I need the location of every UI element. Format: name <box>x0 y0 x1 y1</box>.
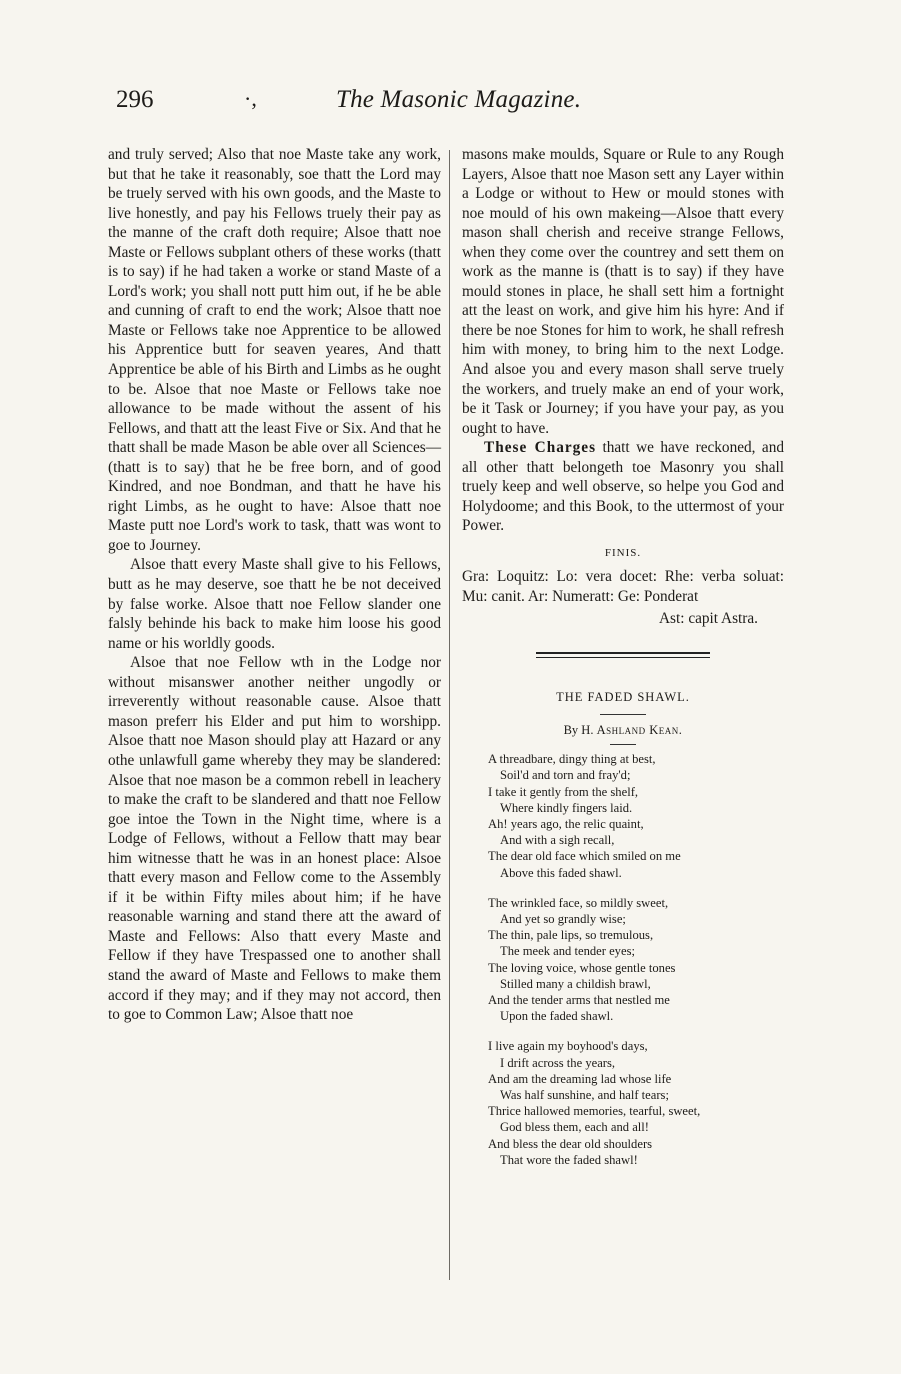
poem-line: And bless the dear old shoulders <box>488 1136 653 1151</box>
page-number: 296 <box>116 86 154 113</box>
printer-mark: ·, <box>244 86 257 111</box>
byline-prefix: By H. <box>563 722 594 737</box>
poem-line: And yet so grandly wise; <box>500 912 626 927</box>
left-column <box>108 145 441 1025</box>
poem-body <box>462 751 784 1168</box>
poem-line: The dear old face which smiled on me <box>488 849 681 864</box>
poem-line: Stilled many a childish brawl, <box>500 976 651 991</box>
poem-line: The wrinkled face, so mildly sweet, <box>488 895 669 910</box>
gra-line: Gra: Loquitz: Lo: vera docet: Rhe: verba soluat: Mu: canit. Ar: Numeratt: Ge: Ponderat <box>462 568 784 606</box>
astra-line: Ast: capit Astra. <box>659 609 758 627</box>
charges-text: thatt we have reckoned, and all other thatt belongeth toe Masonry you shall truely keep and well observe, so helpe you God and Holydoome; and this Book, to the uttermost of your Power. <box>462 439 784 535</box>
poem-line: Soil'd and torn and fray'd; <box>500 768 631 783</box>
magazine-title: The Masonic Magazine. <box>336 86 582 113</box>
poem-line: Above this faded shawl. <box>500 865 622 880</box>
paragraph: Alsoe that noe Fellow wth in the Lodge nor without misanswer another neither ungodly or irreverently without reasonable cause. Alsoe thatt mason preferr his Elder and put him to worshipp. Alsoe thatt noe Mason should play att Hazard or any othe unlawfull game whereby they may be slandered: Alsoe that noe mason be a common rebell in leachery to make the craft to be slandered and thatt noe Fellow goe intoe the Town in the Night time, where is a Lodge of Fellows, without a Fellow thatt may bear him witnesse thatt he was in an honest place: Alsoe thatt every mason and Fellow come to the Assembly if it be within Fifty miles about him; if he have reasonable warning and stand there att the award of Maste and Fellows: Also thatt every Maste and Fellow if they have Trespassed one to another shall stand the award of Maste and Fellows to make them accord if they may; and if they may not accord, then to goe to Common Law; Alsoe thatt noe <box>108 654 441 1024</box>
poem-line: And with a sigh recall, <box>500 833 615 848</box>
page-header <box>0 86 901 126</box>
poem-line: Where kindly fingers laid. <box>500 800 633 815</box>
section-divider <box>536 652 710 658</box>
poem-line: The thin, pale lips, so tremulous, <box>488 928 654 943</box>
poem-line: I live again my boyhood's days, <box>488 1039 648 1054</box>
finis-label: FINIS. <box>604 546 642 559</box>
paragraph: Alsoe thatt every Maste shall give to his Fellows, butt as he may deserve, soe thatt he be not deceived by false worke. Alsoe thatt noe Fellow slander one falsly behinde his back to make him loose his good name or his worldly goods. <box>108 556 441 652</box>
title-rule <box>600 714 646 715</box>
poem-byline <box>462 721 784 741</box>
poem-line: Upon the faded shawl. <box>500 1009 614 1024</box>
charges-heading: These Charges <box>484 439 597 457</box>
poem-line: Thrice hallowed memories, tearful, sweet, <box>488 1104 701 1119</box>
poem-line: And am the dreaming lad whose life <box>488 1071 672 1086</box>
poem-stanza <box>488 895 784 1025</box>
byline-rule <box>610 744 636 745</box>
poem-author: Ashland Kean. <box>596 722 683 737</box>
right-column <box>462 145 784 1182</box>
charges-paragraph <box>462 438 784 536</box>
paragraph: masons make moulds, Square or Rule to any Rough Layers, Alsoe thatt noe Mason sett any Layer within a Lodge or without to Hew or mould stones with noe mould of his own makeing—Alsoe thatt every mason shall cherish and receive strange Fellows, when they come over the countrey and sett them on work as the manne is (thatt is to say) if they have mould stones in place, he shall sett him a fortnight att the least on work, and give him his hyre: And if there be noe Stones for him to work, he shall refresh him with money, to bring him to the next Lodge. And alsoe you and every mason shall serve truely the workers, and truely make an end of your work, be it Task or Journey; if you have your pay, as you ought to have. <box>462 146 784 437</box>
poem-line: And the tender arms that nestled me <box>488 993 670 1008</box>
poem-line: That wore the faded shawl! <box>500 1152 638 1167</box>
poem-title: THE FADED SHAWL. <box>556 690 690 705</box>
poem-line: Was half sunshine, and half tears; <box>500 1088 669 1103</box>
paragraph: and truly served; Also that noe Maste take any work, but that he take it reasonably, soe thatt the Lord may be truely served with his own goods, and the Maste to live honestly, and pay his Fellows truely their pay as the manne of the craft doth require; Alsoe thatt noe Maste or Fellows subplant others of these works (thatt is to say) if he had taken a worke or stand Maste of a Lord's work; you shall nott putt him out, if he be able and cunning of craft to end the work; Alsoe thatt noe Maste or Fellows take noe Apprentice to be allowed his Apprentice butt for seaven yeares, And thatt Apprentice be able of his Birth and Limbs as he ought to be. Alsoe that noe Maste or Fellows take noe allowance to be made without the assent of his Fellows, and thatt att the least Five or Six. And that he thatt shall be made Mason be able over all Sciences—(thatt is to say) that he be free born, and of good Kindred, and noe Bondman, and thatt he have his right Limbs, as he ought to have: Alsoe thatt noe Maste putt noe Lord's work to task, thatt was wont to goe to Journey. <box>108 146 441 554</box>
poem-stanza <box>488 1038 784 1168</box>
poem-line: Ah! years ago, the relic quaint, <box>488 817 644 832</box>
poem-line: God bless them, each and all! <box>500 1120 649 1135</box>
poem-line: I drift across the years, <box>500 1055 616 1070</box>
poem-line: A threadbare, dingy thing at best, <box>488 752 656 767</box>
poem-stanza <box>488 751 784 881</box>
poem-line: I take it gently from the shelf, <box>488 784 639 799</box>
poem-line: The loving voice, whose gentle tones <box>488 960 676 975</box>
poem-line: The meek and tender eyes; <box>500 944 635 959</box>
column-divider <box>449 150 450 1280</box>
